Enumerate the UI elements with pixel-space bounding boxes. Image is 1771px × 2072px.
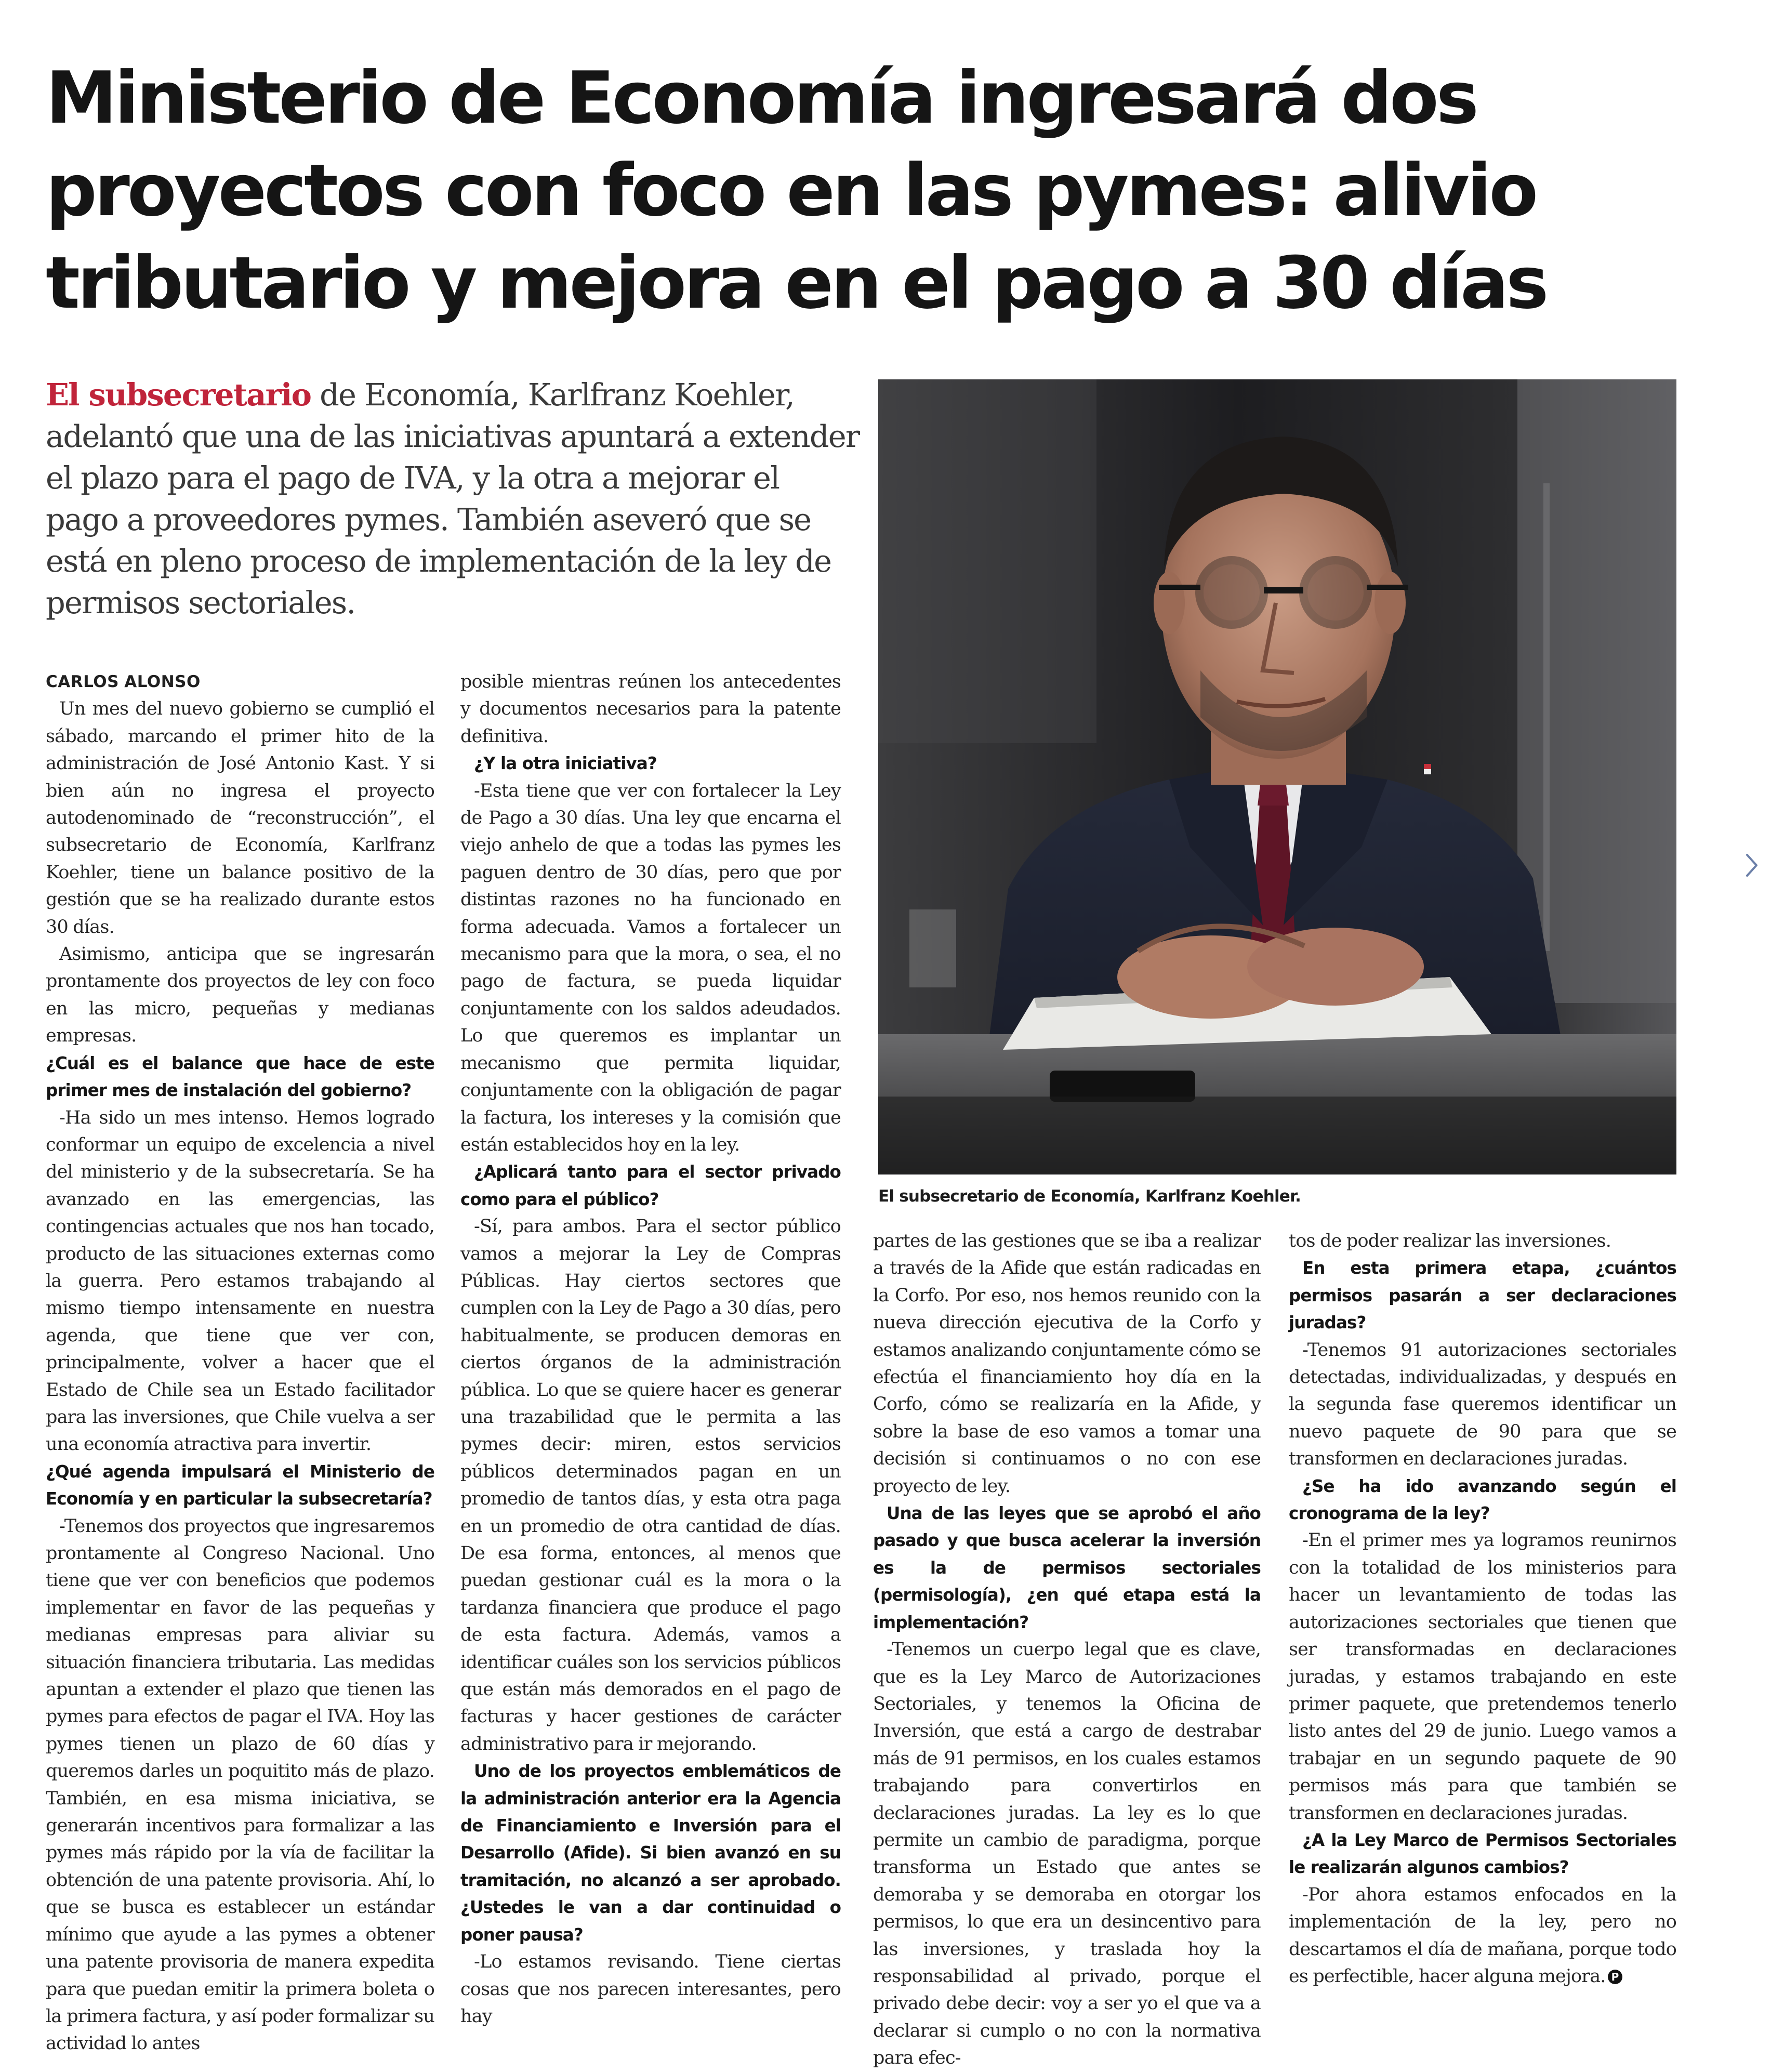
- interview-answer: -Esta tiene que ver con fortalecer la Ley de Pago a 30 días. Una ley que encarna el viejo anhelo de que a todas las pymes les paguen dentro de 30 días, pero que por distintas razones no ha funcionado en forma adecuada. Vamos a fortalecer un mecanismo para que la mora, o sea, el no pago de factura, se pueda liquidar conjuntamente con los saldos adeudados. Lo que queremos es implantar un mecanismo que permita liquidar, conjuntamente con la obligación de pagar la factura, los intereses y la comisión que están establecidos hoy en la ley.: [460, 780, 841, 1155]
- intro-paragraph: Un mes del nuevo gobierno se cumplió el sábado, marcando el primer hito de la administración de José Antonio Kast. Y si bien aún no ingresa el proyecto autodenominado de “reconstrucción”, el subsecretario de Economía, Karlfranz Koehler, tiene un balance positivo de la gestión que se ha realizado durante estos 30 días.: [46, 698, 434, 938]
- subsecretario-photo: [878, 379, 1676, 1174]
- interview-question: Una de las leyes que se aprobó el año pasado y que busca acelerar la inversión es la de permisos sectoriales (permisología), ¿en qué etapa está la implementación?: [873, 1503, 1261, 1632]
- photo-caption: El subsecretario de Economía, Karlfranz Koehler.: [878, 1187, 1301, 1206]
- interview-question: ¿Qué agenda impulsará el Ministerio de Economía y en particular la subsecretaría?: [46, 1461, 434, 1509]
- interview-answer: -Tenemos dos proyectos que ingresaremos prontamente al Congreso Nacional. Uno tiene que ver con beneficios que podemos implementar en favor de las pequeñas y medianas empresas para aliviar su situación financiera tributaria. Las medidas apuntan a extender el plazo que tienen las pymes para efectos de pagar el IVA. Hoy las pymes tienen un plazo de 60 días y queremos darles un poquitito más de plazo. También, en esa misma iniciativa, se generarán incentivos para formalizar a las pymes más rápido por la vía de facilitar la obtención de una patente provisoria. Ahí, lo que se busca es establecer un estándar mínimo que ayude a las pymes a obtener una patente provisoria de manera expedita para que puedan emitir la primera boleta o la primera factura, y así poder formalizar su actividad lo antes: [46, 1515, 434, 2054]
- interview-answer: -En el primer mes ya logramos reunirnos con la totalidad de los ministerios para hacer un levantamiento de todas las autorizaciones sectoriales que tienen que ser transformadas en declaraciones juradas, y estamos trabajando en este primer paquete, que pretendemos tenerlo listo antes del 29 de junio. Luego vamos a trabajar en un segundo paquete de 90 permisos más para que también se transformen en declaraciones juradas.: [1289, 1530, 1676, 1824]
- interview-answer-continued: posible mientras reúnen los antecedentes y documentos necesarios para la patente definitiva.: [460, 671, 841, 747]
- lead-highlight: El subsecretario: [46, 377, 311, 413]
- interview-answer: -Tenemos 91 autorizaciones sectoriales detectadas, individualizadas, y después en la segunda fase queremos identificar un nuevo paquete de 90 para que se transformen en declaraciones juradas.: [1289, 1339, 1676, 1470]
- lead-line-1: [46, 374, 856, 416]
- interview-answer-continued: partes de las gestiones que se iba a realizar a través de la Afide que están radicadas en la Corfo. Por eso, nos hemos reunido con la nueva dirección ejecutiva de la Corfo y estamos analizando conjuntamente cómo se efectúa el financiamiento hoy día en la Corfo, cómo se realizaría en la Afide, y sobre la base de eso vamos a tomar una decisión si continuamos o no con ese proyecto de ley.: [873, 1231, 1261, 1497]
- intro-paragraph: Asimismo, anticipa que se ingresarán prontamente dos proyectos de ley con foco en las micro, pequeñas y medianas empresas.: [46, 944, 434, 1047]
- interview-question: ¿Se ha ido avanzando según el cronograma de la ley?: [1289, 1476, 1676, 1524]
- byline: CARLOS ALONSO: [46, 672, 201, 691]
- lead-line-3: el plazo para el pago de IVA, y la otra a mejorar el: [46, 460, 779, 496]
- interview-question: En esta primera etapa, ¿cuántos permisos pasarán a ser declaraciones juradas?: [1289, 1258, 1676, 1333]
- article-column-3: [873, 1228, 1261, 2072]
- interview-answer: -Ha sido un mes intenso. Hemos logrado conformar un equipo de excelencia a nivel del ministerio y de la subsecretaría. Se ha avanzado en las emergencias, las contingencias actuales que nos han tocado, producto de las situaciones externas como la guerra. Pero estamos trabajando al mismo tiempo intensamente en nuestra agenda, que tiene que ver con, principalmente, volver a hacer que el Estado de Chile sea un Estado facilitador para las inversiones, que Chile vuelva a ser una economía atractiva para invertir.: [46, 1107, 434, 1455]
- lead-line-2: adelantó que una de las iniciativas apuntará a extender: [46, 418, 860, 454]
- lead-line-6: permisos sectoriales.: [46, 585, 355, 621]
- headline-line-3: tributario y mejora en el pago a 30 días: [46, 241, 1547, 325]
- headline-line-1: Ministerio de Economía ingresará dos: [46, 56, 1476, 140]
- headline: [46, 52, 1553, 329]
- interview-question: ¿Cuál es el balance que hace de este primer mes de instalación del gobierno?: [46, 1053, 434, 1101]
- lead-line-1-text: de Economía, Karlfranz Koehler,: [311, 377, 794, 413]
- interview-answer: -Lo estamos revisando. Tiene ciertas cosas que nos parecen interesantes, pero hay: [460, 1951, 841, 2027]
- interview-answer-continued: tos de poder realizar las inversiones.: [1289, 1231, 1611, 1251]
- headline-line-2: proyectos con foco en las pymes: alivio: [46, 149, 1536, 232]
- interview-answer-final: [1289, 1881, 1676, 1990]
- portrait-illustration: [878, 379, 1676, 1174]
- lead-line-5: está en pleno proceso de implementación de la ley de: [46, 543, 831, 579]
- interview-answer: -Sí, para ambos. Para el sector público vamos a mejorar la Ley de Compras Públicas. Hay ciertos sectores que cumplen con la Ley de Pago a 30 días, pero habitualmente, se producen demoras en ciertos órganos de la administración pública. Lo que se quiere hacer es generar una trazabilidad que le permita a las pymes decir: miren, estos servicios públicos determinados pagan en un promedio de tantos días, y esta otra paga en un promedio de otra cantidad de días. De esa forma, entonces, al menos que puedan gestionar cuál es la mora o la tardanza financiera que produce el pago de esta factura. Además, vamos a identificar cuáles son los servicios públicos que están más demorados en el pago de facturas y hacer gestiones de carácter administrativo para ir mejorando.: [460, 1216, 841, 1754]
- interview-question: Uno de los proyectos emblemáticos de la administración anterior era la Agencia de Financiamiento e Inversión para el Desarrollo (Afide). Si bien avanzó en su tramitación, no alcanzó a ser aprobado. ¿Ustedes le van a dar continuidad o poner pausa?: [460, 1761, 841, 1945]
- interview-question: ¿Y la otra iniciativa?: [474, 754, 657, 774]
- interview-question: ¿Aplicará tanto para el sector privado como para el público?: [460, 1162, 841, 1209]
- next-page-button[interactable]: [1742, 850, 1763, 881]
- interview-answer: -Tenemos un cuerpo legal que es clave, que es la Ley Marco de Autorizaciones Sectoriales, y tenemos la Oficina de Inversión, que está a cargo de destrabar más de 91 permisos, en los cuales estamos trabajando para convertirlos en declaraciones juradas. La ley es lo que permite un cambio de paradigma, porque transforma un Estado que antes se demoraba y se demoraba en otorgar los permisos, lo que era un desincentivo para las inversiones, y traslada hoy la responsabilidad al privado, porque el privado debe decir: voy a ser yo el que va a declarar si cumplo o no con la normativa para efec-: [873, 1639, 1261, 2069]
- lead-line-4: pago a proveedores pymes. También aseveró que se: [46, 501, 811, 537]
- final-answer-text: -Por ahora estamos enfocados en la implementación de la ley, pero no descartamos el día de mañana, porque todo es perfectible, hacer alguna mejora.: [1289, 1884, 1676, 1987]
- interview-question: ¿A la Ley Marco de Permisos Sectoriales le realizarán algunos cambios?: [1289, 1830, 1676, 1878]
- article-column-2: [460, 668, 841, 2030]
- article-column-4: [1289, 1228, 1676, 1990]
- end-of-article-icon: P: [1608, 1970, 1622, 1984]
- lead-paragraph: [46, 374, 860, 624]
- chevron-right-icon: [1745, 853, 1760, 878]
- article-column-1: [46, 668, 434, 2057]
